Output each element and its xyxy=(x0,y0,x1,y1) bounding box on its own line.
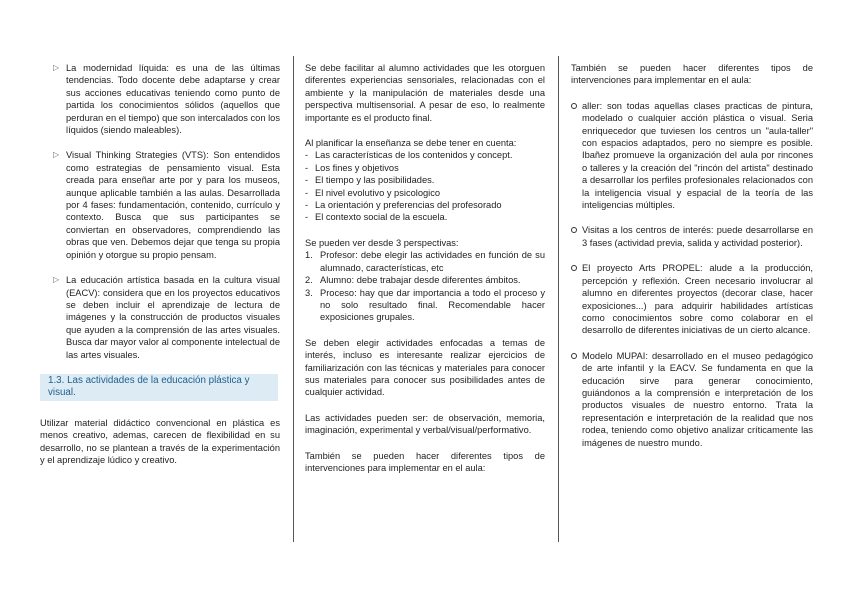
column-divider-2 xyxy=(558,56,559,542)
triangle-bullet-icon: ▷ xyxy=(53,63,60,72)
paragraph: Se pueden ver desde 3 perspectivas: xyxy=(305,237,459,248)
column-1 xyxy=(40,62,280,479)
paragraph: Se debe facilitar al alumno actividades que les otorguen diferentes experiencias sensoriales, relacionadas con el ambiente y la manipulación de materiales desde una perspectiva multisensorial. A pesar de eso, lo realmente importante es el producto final. xyxy=(305,63,545,123)
dash-list xyxy=(305,149,545,223)
list-item: - La orientación y preferencias del profesorado xyxy=(305,200,502,211)
list-item xyxy=(571,262,813,336)
list-item: - El tiempo y las posibilidades. xyxy=(305,175,435,186)
column-2 xyxy=(305,62,545,487)
list-item: - Las características de los contenidos y concept. xyxy=(305,150,513,161)
list-item: 3. Proceso: hay que dar importancia a todo el proceso y no solo resultado final. Recomendable hacer exposiciones grupales. xyxy=(305,287,545,323)
triangle-bullet-icon: ▷ xyxy=(53,150,60,160)
bullet-text: La modernidad líquida: es una de las últimas tendencias. Todo docente debe adaptarse y crear sus acciones educativas teniendo como punto de partida los conocimientos sólidos (aquellos que perduran en el tiempo) que son intercalados con los líquidos (siendo maleables). xyxy=(66,63,280,136)
triangle-bullet-icon: ▷ xyxy=(53,275,60,285)
item-text: Modelo MUPAI: desarrollado en el museo pedagógico de arte infantil y la EACV. Se fundamenta en que la educación sirve para generar conocimiento, guiándonos a la comprensión e interpretación de los productos visuales de nuestro entorno. Trata la representación e interpretación de la realidad que nos rodea, teniendo como objetivo analizar críticamente las imágenes de nuestro mundo. xyxy=(582,350,813,448)
bullet-text: La educación artística basada en la cultura visual (EACV): considera que en los proyectos educativos se deben incluir el aprendizaje de lectura de imágenes y la construcción de productos visuales que ayuden a la comprensión de las artes visuales. Busca dar mayor valor al componente intelectual de las artes visuales. xyxy=(66,275,280,360)
list-item: - Los fines y objetivos xyxy=(305,162,399,173)
bullet-item xyxy=(40,274,280,361)
bullet-item xyxy=(40,149,280,261)
circle-bullet-icon xyxy=(571,227,577,233)
paragraph: También se pueden hacer diferentes tipos de intervenciones para implementar en el aula: xyxy=(305,450,545,473)
section-heading: 1.3. Las actividades de la educación plástica y visual. xyxy=(40,374,278,401)
circle-bullet-icon xyxy=(571,353,577,359)
list-item xyxy=(571,224,813,249)
paragraph: Las actividades pueden ser: de observación, memoria, imaginación, experimental y verbal/visual/performativo. xyxy=(305,412,545,436)
paragraph: Utilizar material didáctico convencional en plástica es menos creativo, ademas, carecen de flexibilidad en su desarrollo, no se plantean a través de la experimentación y el aprendizaje lúdico y creativo. xyxy=(40,417,280,465)
list-item: 2. Alumno: debe trabajar desde diferentes ámbitos. xyxy=(305,275,521,286)
circle-bullet-icon xyxy=(571,265,577,271)
item-text: aller: son todas aquellas clases practicas de pintura, modelado o cualquier acción plástica o visual. Seria enriquecedor que tuviesen los centros un "aula-taller" con espacios adaptados, pero no siempre es posible. Ibañez promueve la organización del aula por rincones o talleres y la creación del "rincón del artista" destinado a desarrollar los perfiles profesionales relacionados con la inteligencia visual y espacial de la teoría de las inteligencias múltiples. xyxy=(582,100,813,211)
paragraph: Al planificar la enseñanza se debe tener en cuenta: xyxy=(305,138,517,149)
bullet-text: Visual Thinking Strategies (VTS): Son entendidos como estrategias de pensamiento visual. Esta creada para enseñar arte por y para los museos, aunque aplicable también a las aulas. Desarrollada por 4 fases: fundamentación, contenido, currículo y contexto. Busca que sus participantes se conviertan en observadores, comprendiendo las obras que ven. Debemos dejar que tenga su propia opinión y otorgue su propio pensam. xyxy=(66,150,280,260)
list-item xyxy=(571,100,813,212)
bullet-item xyxy=(40,62,280,136)
column-divider-1 xyxy=(293,56,294,542)
list-item: 1. Profesor: debe elegir las actividades en función de su alumnado, características, etc xyxy=(305,250,545,273)
paragraph: Se deben elegir actividades enfocadas a temas de interés, incluso es interesante realizar ejercicios de familiarización con las técnicas y materiales para conocer sus materiales para conocer sus posibilidades antes de cualquier actividad. xyxy=(305,337,545,398)
paragraph: También se pueden hacer diferentes tipos de intervenciones para implementar en el aula: xyxy=(571,63,813,86)
list-item: - El contexto social de la escuela. xyxy=(305,212,448,223)
circle-bullet-icon xyxy=(571,103,577,109)
list-item xyxy=(571,350,813,449)
numbered-list xyxy=(305,249,545,323)
list-item: - El nivel evolutivo y psicologico xyxy=(305,187,441,198)
column-3 xyxy=(571,62,813,462)
item-text: Visitas a los centros de interés: puede desarrollarse en 3 fases (actividad previa, salida y actividad posterior). xyxy=(582,225,813,248)
item-text: El proyecto Arts PROPEL: alude a la producción, percepción y reflexión. Creen necesario involucrar al alumno en diferentes proyectos (decorar clase, hacer exposiciones...) para adquirir habilidades artísticas como conocimientos sobre como colaborar en el desarrollo de diferentes iniciativas de un cierto alcance. xyxy=(582,263,813,336)
